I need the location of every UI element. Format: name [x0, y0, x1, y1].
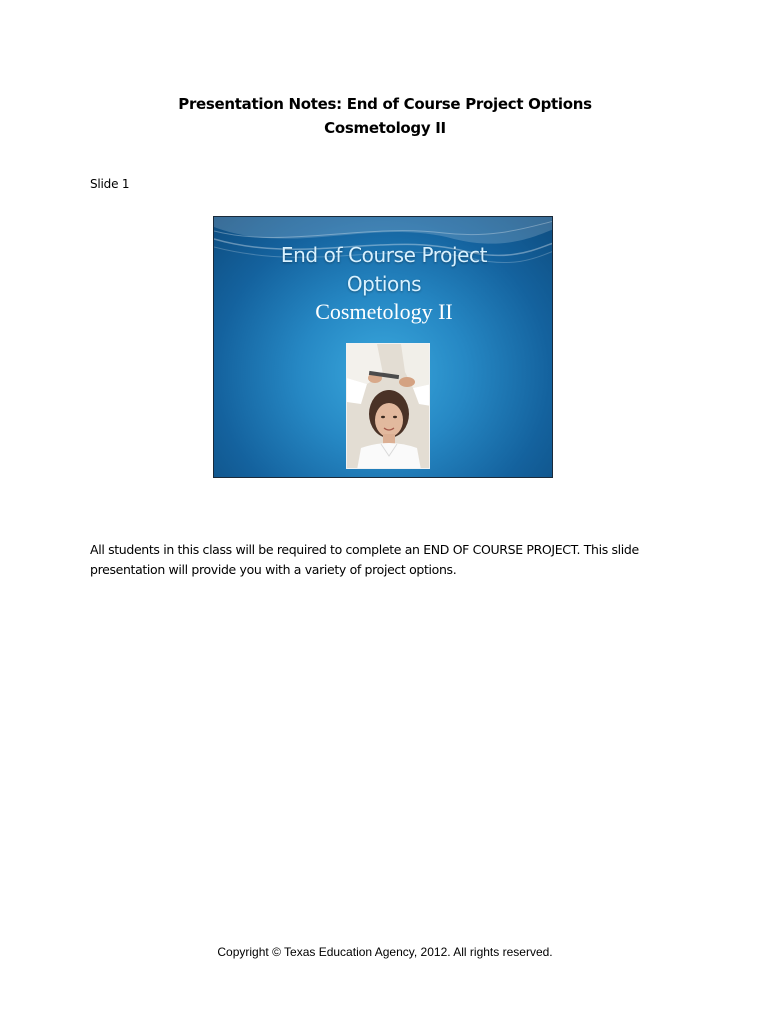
slide-title-line2: Options — [346, 272, 422, 296]
slide-title — [214, 241, 553, 299]
document-title — [0, 92, 770, 140]
slide-notes-text: All students in this class will be required to complete an END OF COURSE PROJECT. This slide presentation will provide you with a variety of project options. — [90, 542, 639, 577]
document-title-line2: Cosmetology II — [324, 119, 446, 137]
cosmetology-photo — [346, 343, 430, 469]
slide-subtitle: Cosmetology II — [315, 299, 453, 324]
slide-label: Slide 1 — [90, 177, 130, 191]
copyright-footer: Copyright © Texas Education Agency, 2012. All rights reserved. — [217, 945, 553, 959]
slide-thumbnail — [213, 216, 553, 478]
document-title-line1: Presentation Notes: End of Course Project Options — [178, 95, 592, 113]
slide-title-line1: End of Course Project — [280, 243, 488, 267]
